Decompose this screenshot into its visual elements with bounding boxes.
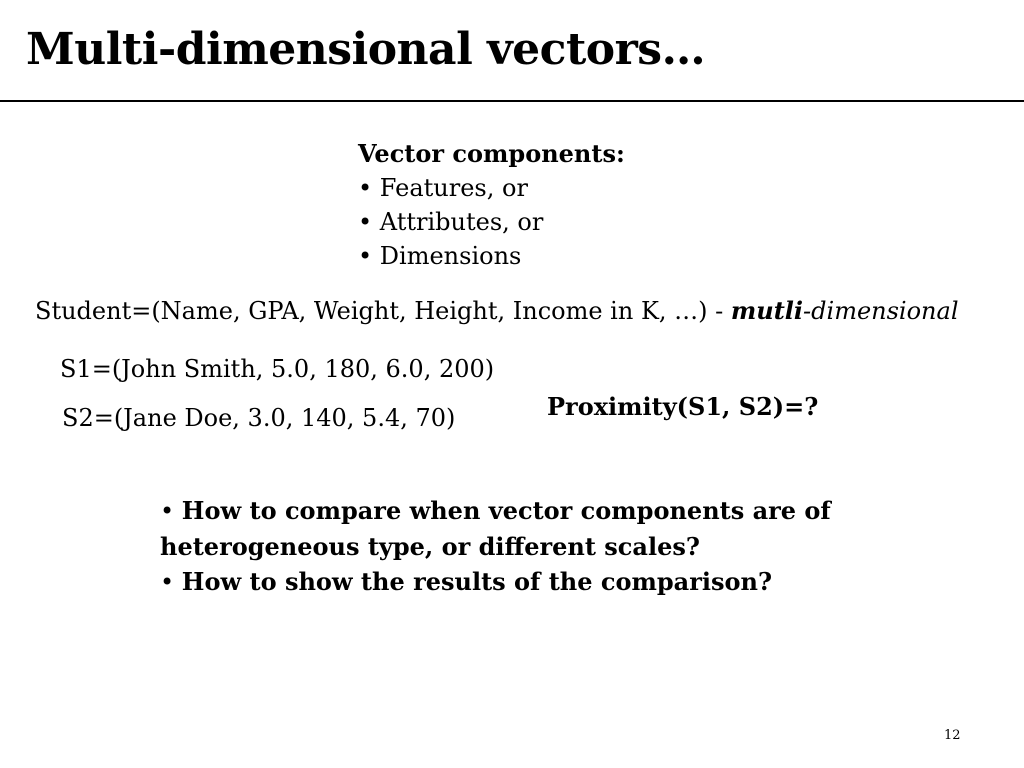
question-show-results: How to show the results of the comparison? (181, 567, 773, 596)
question-item (160, 493, 880, 564)
sample-s1: S1=(John Smith, 5.0, 180, 6.0, 200) (60, 355, 495, 383)
title-divider (0, 100, 1024, 102)
bullet-icon: • (160, 568, 182, 596)
question-item (160, 564, 880, 600)
component-item-features: • Features, or (358, 171, 625, 205)
student-tuple: Student=(Name, GPA, Weight, Height, Income in K, …) (35, 297, 708, 325)
multi-prefix: mutli (730, 296, 804, 325)
page-number: 12 (944, 728, 961, 743)
component-item-dimensions: • Dimensions (358, 239, 625, 273)
student-vector-definition (35, 296, 959, 325)
vector-components-list (358, 171, 625, 273)
vector-components-heading: Vector components: (358, 139, 625, 168)
proximity-question: Proximity(S1, S2)=? (547, 392, 819, 421)
bullet-icon: • (160, 497, 182, 525)
questions-block (160, 493, 880, 600)
slide-title: Multi-dimensional vectors… (26, 24, 706, 75)
component-item-attributes: • Attributes, or (358, 205, 625, 239)
multi-suffix: -dimensional (803, 297, 959, 325)
separator: - (707, 297, 731, 325)
vector-components-block (358, 137, 625, 273)
multi-dimensional-label (731, 297, 959, 325)
sample-s2: S2=(Jane Doe, 3.0, 140, 5.4, 70) (62, 404, 456, 432)
question-compare: How to compare when vector components are of heterogeneous type, or different scales? (160, 496, 831, 561)
